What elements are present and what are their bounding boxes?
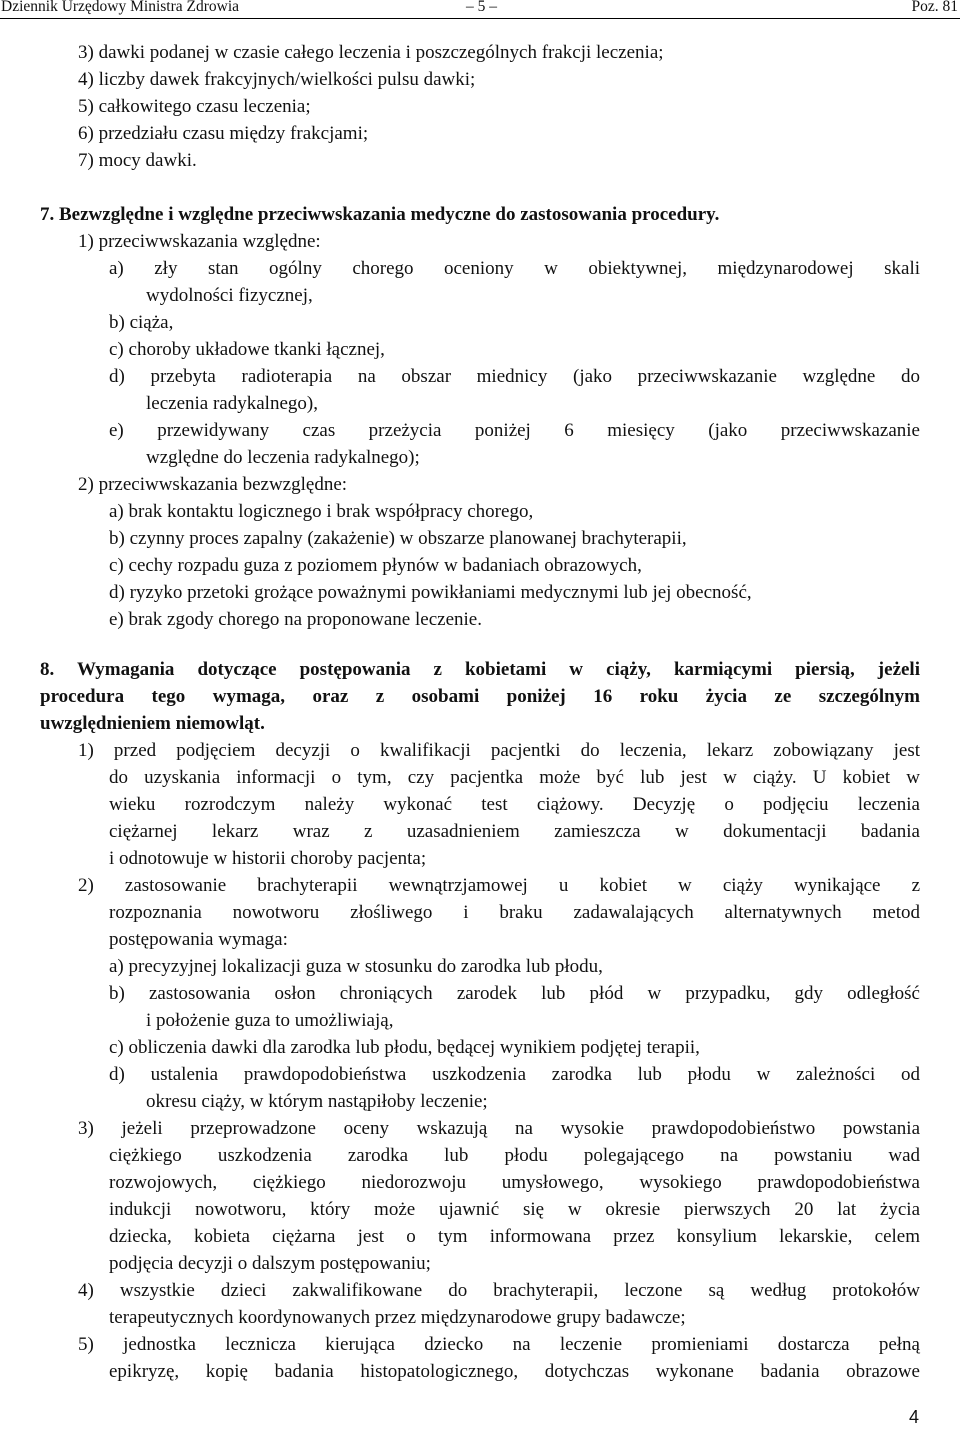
list-item: leczenia radykalnego), [146,393,318,414]
list-item: do uzyskania informacji o tym, czy pacjentka może być lub jest w ciąży. U kobiet w [109,767,920,788]
list-item: e) przewidywany czas przeżycia poniżej 6 miesięcy (jako przeciwwskazanie [109,420,920,441]
list-item: 1) przed podjęciem decyzji o kwalifikacji pacjentki do leczenia, lekarz zobowiązany jest [78,740,920,761]
list-item: i odnotowuje w historii choroby pacjenta; [109,848,427,869]
list-item: 5) jednostka lecznicza kierująca dziecko na leczenie promieniami dostarcza pełną [78,1334,920,1355]
list-item: b) zastosowania osłon chroniących zarodek lub płód w przypadku, gdy odległość [109,983,920,1004]
list-item: e) brak zgody chorego na proponowane leczenie. [109,609,482,630]
list-item: okresu ciąży, w którym nastąpiłoby leczenie; [146,1091,488,1112]
list-item: a) precyzyjnej lokalizacji guza w stosunku do zarodka lub płodu, [109,956,603,977]
list-item: i położenie guza to umożliwiają, [146,1010,394,1031]
list-item: względne do leczenia radykalnego); [146,447,420,468]
list-item: d) ryzyko przetoki grożące poważnymi powikłaniami medycznymi lub jej obecność, [109,582,752,603]
list-item: 3) jeżeli przeprowadzone oceny wskazują na wysokie prawdopodobieństwo powstania [78,1118,920,1139]
list-item: 3) dawki podanej w czasie całego leczenia i poszczególnych frakcji leczenia; [78,42,664,63]
list-item: 4) wszystkie dzieci zakwalifikowane do brachyterapii, leczone są według protokołów [78,1280,920,1301]
section-heading: uwzględnieniem niemowląt. [40,713,265,734]
list-item: a) brak kontaktu logicznego i brak współpracy chorego, [109,501,534,522]
page-marker: – 5 – [466,0,497,15]
list-item: c) choroby układowe tkanki łącznej, [109,339,385,360]
list-item: postępowania wymaga: [109,929,288,950]
list-item: 1) przeciwwskazania względne: [78,231,321,252]
section-heading: 8. Wymagania dotyczące postępowania z kobietami w ciąży, karmiącymi piersią, jeżeli [40,659,920,680]
list-item: 7) mocy dawki. [78,150,197,171]
list-item: wydolności fizycznej, [146,285,313,306]
list-item: indukcji nowotworu, który może ujawnić się w okresie pierwszych 20 lat życia [109,1199,920,1220]
list-item: a) zły stan ogólny chorego oceniony w obiektywnej, międzynarodowej skali [109,258,920,279]
list-item: 5) całkowitego czasu leczenia; [78,96,311,117]
journal-title: Dziennik Urzędowy Ministra Zdrowia [1,0,240,15]
list-item: terapeutycznych koordynowanych przez międzynarodowe grupy badawcze; [109,1307,686,1328]
list-item: dziecka, kobieta ciężarna jest o tym informowana przez konsylium lekarskie, celem [109,1226,920,1247]
list-item: b) ciąża, [109,312,174,333]
list-item: epikryzę, kopię badania histopatologicznego, dotychczas wykonane badania obrazowe [109,1361,920,1382]
list-item: rozpoznania nowotworu złośliwego i braku zadawalających alternatywnych metod [109,902,920,923]
list-item: wieku rozrodczym należy wykonać test ciążowy. Decyzję o podjęciu leczenia [109,794,920,815]
list-item: 2) zastosowanie brachyterapii wewnątrzjamowej u kobiet w ciąży wynikające z [78,875,920,896]
list-item: ciężkiego uszkodzenia zarodka lub płodu polegającego na powstaniu wad [109,1145,920,1166]
page-number: 4 [909,1407,920,1427]
list-item: c) cechy rozpadu guza z poziomem płynów w badaniach obrazowych, [109,555,642,576]
list-item: rozwojowych, ciężkiego niedorozwoju umysłowego, wysokiego prawdopodobieństwa [109,1172,920,1193]
section-heading: procedura tego wymaga, oraz z osobami poniżej 16 roku życia ze szczególnym [40,686,920,707]
list-item: d) przebyta radioterapia na obszar miednicy (jako przeciwwskazanie względne do [109,366,920,387]
list-item: c) obliczenia dawki dla zarodka lub płodu, będącej wynikiem podjętej terapii, [109,1037,700,1058]
list-item: 4) liczby dawek frakcyjnych/wielkości pulsu dawki; [78,69,476,90]
list-item: d) ustalenia prawdopodobieństwa uszkodzenia zarodka lub płodu w zależności od [109,1064,920,1085]
list-item: podjęcia decyzji o dalszym postępowaniu; [109,1253,431,1274]
section-heading: 7. Bezwzględne i względne przeciwwskazania medyczne do zastosowania procedury. [40,204,720,225]
list-item: ciężarnej lekarz wraz z uzasadnieniem zamieszcza w dokumentacji badania [109,821,920,842]
list-item: 2) przeciwwskazania bezwzględne: [78,474,348,495]
page-header [0,0,960,19]
list-item: 6) przedziału czasu między frakcjami; [78,123,369,144]
position-number: Poz. 81 [911,0,958,15]
list-item: b) czynny proces zapalny (zakażenie) w obszarze planowanej brachyterapii, [109,528,687,549]
